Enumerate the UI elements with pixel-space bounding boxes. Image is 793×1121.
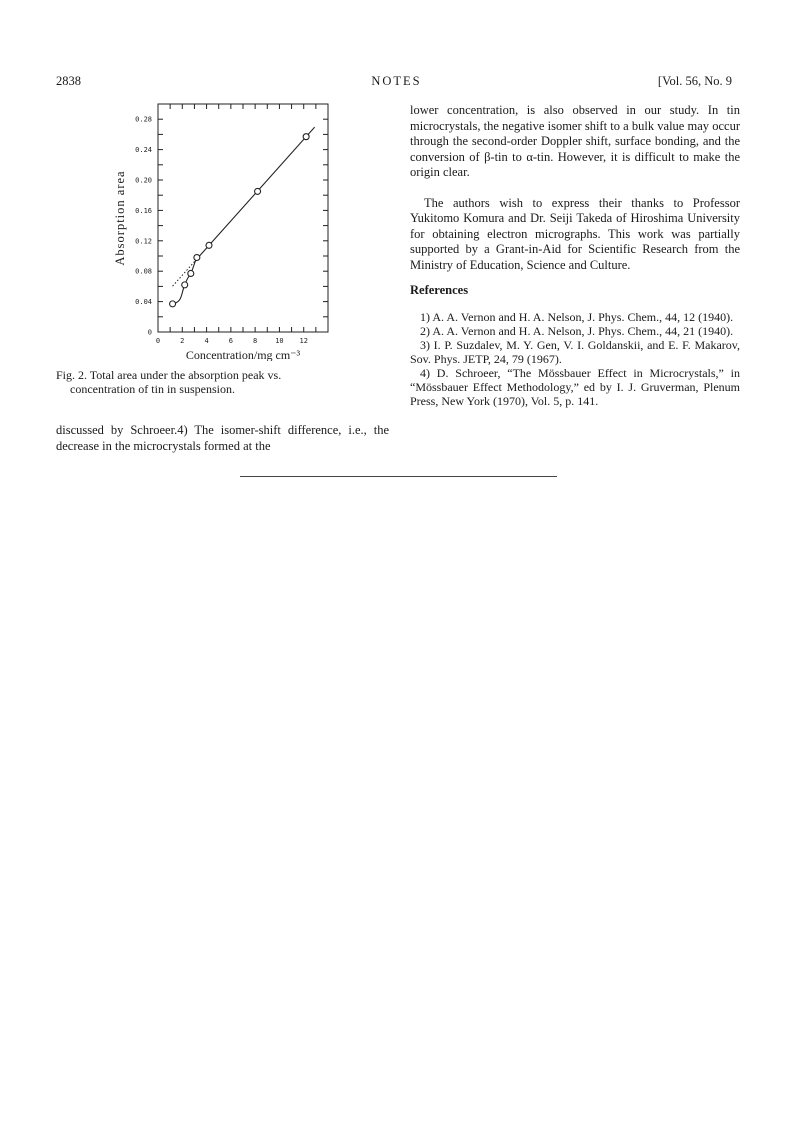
data-point [206, 242, 212, 248]
reference-4: 4) D. Schroeer, “The Mössbauer Effect in Microcrystals,” in “Mössbauer Effect Methodology,” ed by I. J. Gruverman, Plenum Press, New York (1970), Vol. 5, p. 141. [410, 365, 740, 408]
y-tick-label: 0.16 [135, 206, 152, 215]
x-tick-label: 8 [253, 337, 258, 345]
y-tick-label: 0 [147, 328, 152, 337]
y-axis-label: Absorption area [113, 170, 127, 266]
plot-frame [158, 104, 328, 332]
reference-2: 2) A. A. Vernon and H. A. Nelson, J. Phys. Chem., 44, 21 (1940). [420, 323, 734, 338]
left-column-text: discussed by Schroeer.4) The isomer-shift difference, i.e., the decrease in the microcrystals formed at the [56, 423, 389, 453]
data-point [303, 134, 309, 140]
figure [110, 103, 350, 361]
right-column [410, 103, 740, 408]
y-tick-label: 0.24 [135, 146, 152, 155]
data-point [182, 282, 188, 288]
volume-label: [Vol. 56, No. 9 [657, 74, 732, 88]
data-point [170, 301, 176, 307]
data-point [188, 270, 194, 276]
y-tick-label: 0.04 [135, 298, 152, 307]
low-concentration-curve [173, 258, 197, 304]
y-tick-label: 0.12 [135, 237, 152, 246]
x-tick-label: 0 [155, 337, 161, 345]
x-tick-label: 12 [299, 337, 308, 345]
y-tick-label: 0.08 [135, 267, 152, 276]
figure-caption [56, 368, 386, 396]
absorption-chart [110, 103, 350, 361]
end-separator-line [240, 476, 557, 477]
data-point [194, 255, 200, 261]
running-title: NOTES [371, 74, 422, 88]
x-tick-label: 6 [228, 337, 233, 345]
x-tick-label: 10 [275, 337, 284, 345]
reference-1: 1) A. A. Vernon and H. A. Nelson, J. Phys. Chem., 44, 12 (1940). [420, 309, 734, 324]
y-tick-label: 0.28 [135, 115, 152, 124]
references-heading: References [410, 283, 469, 297]
reference-3: 3) I. P. Suzdalev, M. Y. Gen, V. I. Goldanskii, and E. F. Makarov, Sov. Phys. JETP, 24, 79 (1967). [410, 337, 740, 366]
x-tick-label: 4 [204, 337, 209, 345]
body-paragraph: lower concentration, is also observed in our study. In tin microcrystals, the negative isomer shift to a bulk value may occur through the second-order Doppler shift, surface bonding, and the conversion of β-tin to α-tin. However, it is difficult to make the origin clear. [410, 103, 740, 179]
caption-line-1: Fig. 2. Total area under the absorption peak vs. [56, 368, 282, 382]
references-list [410, 310, 740, 408]
y-tick-label: 0.20 [135, 176, 152, 185]
acknowledgement: The authors wish to express their thanks to Professor Yukitomo Komura and Dr. Seiji Takeda of Hiroshima University for obtaining electron micrographs. This work was partially supported by a Grant-in-Aid for Scientific Research from the Ministry of Education, Science and Culture. [410, 195, 740, 272]
x-tick-label: 2 [180, 337, 185, 345]
caption-line-2: concentration of tin in suspension. [70, 382, 235, 396]
data-point [255, 188, 261, 194]
page-number: 2838 [56, 74, 81, 88]
x-axis-label: Concentration/mg cm⁻³ [185, 348, 301, 361]
